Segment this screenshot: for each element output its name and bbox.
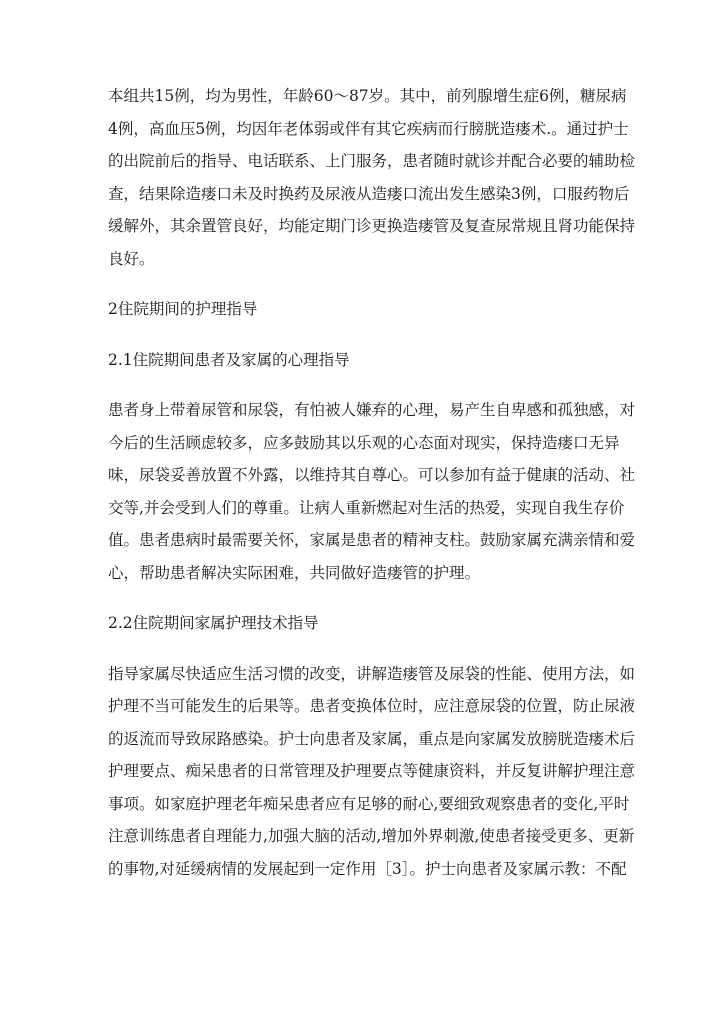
- paragraph-tech: [108, 658, 636, 886]
- text-line: 查，结果除造瘘口未及时换药及尿液从造瘘口流出发生感染3例，口服药物后: [108, 184, 630, 203]
- text-line: 护理不当可能发生的后果等。患者变换体位时，应注意尿袋的位置，防止尿液: [108, 697, 636, 715]
- text-line: 护理要点、痴呆患者的日常管理及护理要点等健康资料，并反复讲解护理注意: [108, 762, 636, 780]
- text-line: 的出院前后的指导、电话联系、上门服务，患者随时就诊并配合必要的辅助检: [108, 152, 636, 170]
- paragraph-gap: [108, 326, 612, 344]
- paragraph-gap: [108, 589, 612, 607]
- paragraph-intro: [108, 80, 636, 275]
- section-heading-2-2: 2.2住院期间家属护理技术指导: [108, 614, 319, 632]
- text-line: 味，尿袋妥善放置不外露，以维持其自尊心。可以参加有益于健康的活动、社: [108, 466, 636, 484]
- paragraph-psych: [108, 394, 636, 589]
- paragraph-gap: [108, 376, 612, 394]
- text-line: 今后的生活顾虑较多，应多鼓励其以乐观的心态面对现实，保持造瘘口无异: [108, 433, 620, 452]
- paragraph-gap: [108, 275, 612, 293]
- text-line: 良好。: [108, 249, 155, 268]
- text-line: 的返流而导致尿路感染。护士向患者及家属，重点是向家属发放膀胱造瘘术后: [108, 729, 636, 748]
- text-line: 交等,并会受到人们的尊重。让病人重新燃起对生活的热爱，实现自我生存价: [108, 498, 625, 517]
- document-page: [108, 80, 636, 885]
- text-line: 本组共15例，均为男性，年龄60～87岁。其中，前列腺增生症6例，糖尿病: [108, 87, 627, 105]
- text-line: 患者身上带着尿管和尿袋，有怕被人嫌弃的心理，易产生自卑感和孤独感，对: [108, 401, 636, 419]
- text-line: 的事物,对延缓病情的发展起到一定作用［3］。护士向患者及家属示教：不配: [108, 859, 627, 878]
- text-line: 事项。如家庭护理老年痴呆患者应有足够的耐心,要细致观察患者的变化,平时: [108, 794, 630, 813]
- text-line: 缓解外，其余置管良好，均能定期门诊更换造瘘管及复查尿常规且肾功能保持: [108, 217, 636, 235]
- text-line: 指导家属尽快适应生活习惯的改变，讲解造瘘管及尿袋的性能、使用方法，如: [108, 664, 636, 683]
- section-heading-2-1: 2.1住院期间患者及家属的心理指导: [108, 350, 350, 369]
- text-line: 值。患者患病时最需要关怀，家属是患者的精神支柱。鼓励家属充满亲情和爱: [108, 531, 636, 549]
- text-line: 心，帮助患者解决实际困难，共同做好造瘘管的护理。: [108, 563, 481, 582]
- text-line: 注意训练患者自理能力,加强大脑的活动,增加外界刺激,使患者接受更多、更新: [108, 827, 635, 845]
- text-line: 4例，高血压5例，均因年老体弱或伴有其它疾病而行膀胱造瘘术.。通过护士: [108, 119, 629, 138]
- section-heading-2: 2住院期间的护理指导: [108, 300, 258, 318]
- paragraph-gap: [108, 640, 612, 658]
